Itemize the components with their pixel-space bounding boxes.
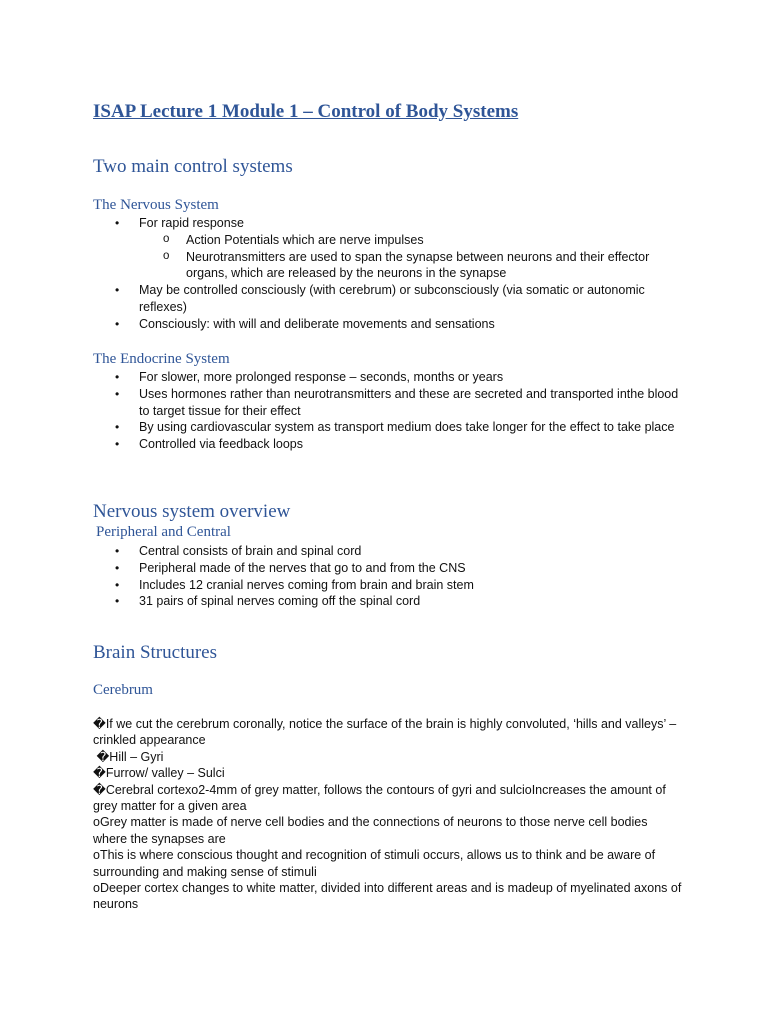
overview-list bbox=[0, 543, 768, 610]
list-item: • Peripheral made of the nerves that go to and from the CNS bbox=[139, 560, 684, 577]
list-item: • Includes 12 cranial nerves coming from brain and brain stem bbox=[139, 577, 684, 594]
note-line: oGrey matter is made of nerve cell bodies and the connections of neurons to those nerve cell bodies where the synapses are bbox=[93, 815, 648, 846]
heading-nervous-overview: Nervous system overview bbox=[93, 501, 291, 522]
note-line: �If we cut the cerebrum coronally, notice the surface of the brain is highly convoluted, ‘hills and valleys’ – crinkled appearance bbox=[93, 717, 677, 748]
note-line: �Cerebral cortexo2-4mm of grey matter, follows the contours of gyri and sulcioIncreases the amount of grey matter for a given area bbox=[93, 782, 666, 814]
heading-peripheral-central: Peripheral and Central bbox=[96, 524, 231, 540]
note-line: oThis is where conscious thought and recognition of stimuli occurs, allows us to think and be aware of surrounding and making sense of stimuli bbox=[93, 848, 656, 879]
note-line: �Furrow/ valley – Sulci bbox=[93, 766, 225, 781]
list-item: • 31 pairs of spinal nerves coming off the spinal cord bbox=[139, 593, 684, 610]
heading-nervous-system: The Nervous System bbox=[93, 197, 219, 213]
list-item: • For rapid response bbox=[139, 215, 684, 232]
list-item: • Uses hormones rather than neurotransmitters and these are secreted and transported inthe blood to target tissue for their effect bbox=[139, 386, 684, 420]
endocrine-system-list bbox=[0, 369, 768, 453]
heading-brain-structures: Brain Structures bbox=[93, 642, 218, 663]
nervous-system-list bbox=[0, 215, 768, 333]
list-item: • By using cardiovascular system as transport medium does take longer for the effect to take place bbox=[139, 419, 684, 436]
list-item: • Controlled via feedback loops bbox=[139, 436, 684, 453]
note-line: oDeeper cortex changes to white matter, divided into different areas and is madeup of myelinated axons of neurons bbox=[93, 881, 682, 912]
heading-endocrine-system: The Endocrine System bbox=[93, 351, 230, 367]
list-item: • Consciously: with will and deliberate movements and sensations bbox=[139, 316, 684, 333]
note-line: �Hill – Gyri bbox=[93, 749, 164, 764]
heading-cerebrum: Cerebrum bbox=[93, 682, 153, 698]
list-item: • Central consists of brain and spinal cord bbox=[139, 543, 684, 560]
list-item: • May be controlled consciously (with cerebrum) or subconsciously (via somatic or autonomic reflexes) bbox=[139, 282, 684, 316]
document-title: ISAP Lecture 1 Module 1 – Control of Body Systems bbox=[93, 101, 519, 122]
heading-control-systems: Two main control systems bbox=[93, 156, 293, 177]
list-item: o Action Potentials which are nerve impulses bbox=[186, 232, 684, 249]
list-item: o Neurotransmitters are used to span the synapse between neurons and their effector organs, which are released by the neurons in the synapse bbox=[186, 249, 684, 283]
cerebrum-notes bbox=[93, 716, 683, 913]
list-item: • For slower, more prolonged response – seconds, months or years bbox=[139, 369, 684, 386]
